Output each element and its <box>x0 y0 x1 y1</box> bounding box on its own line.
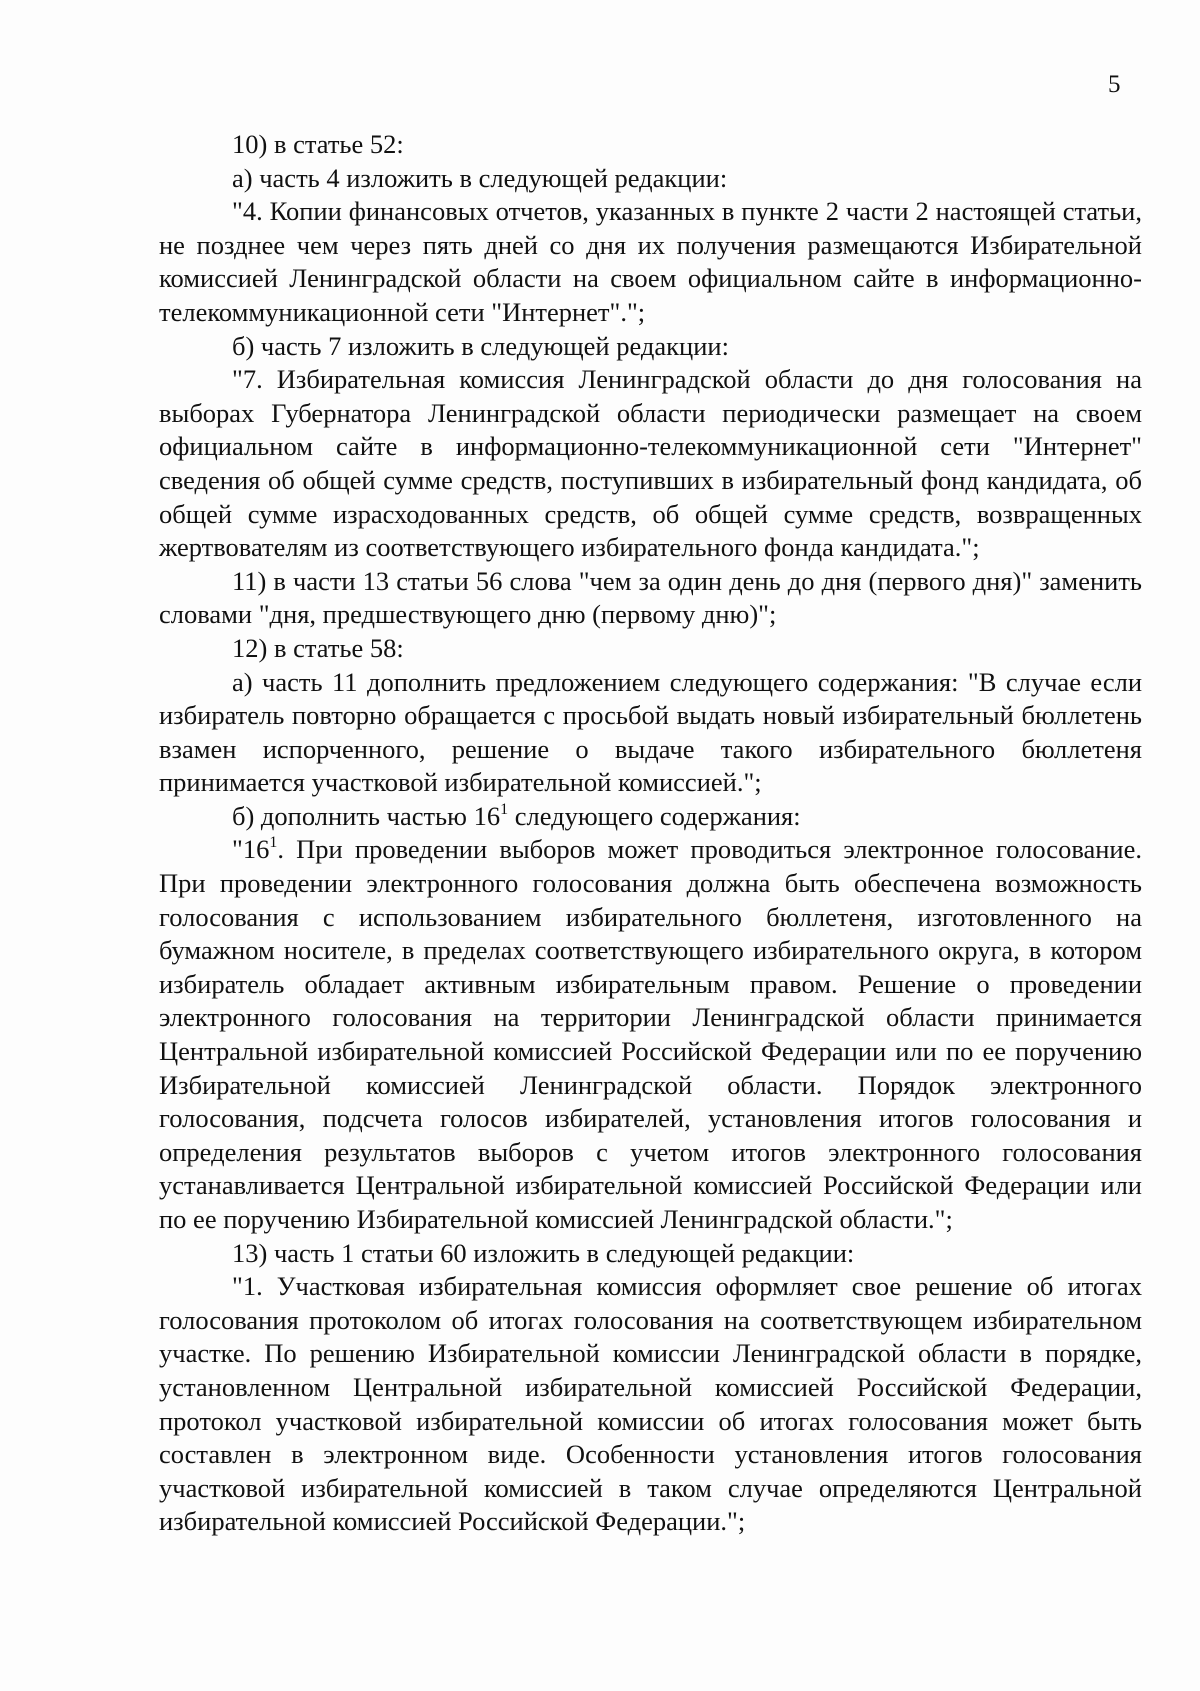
document-body <box>159 128 1142 1539</box>
paragraph-text-after-superscript: . При проведении выборов может проводиться электронное голосование. При проведении электронного голосования должна быть обеспечена возможность голосования с использованием избирательного бюллетеня, изготовленного на бумажном носителе, в пределах соответствующего избирательного округа, в котором избиратель обладает активным избирательным правом. Решение о проведении электронного голосования на территории Ленинградской области принимается Центральной избирательной комиссией Российской Федерации или по ее поручению Избирательной комиссией Ленинградской области. Порядок электронного голосования, подсчета голосов избирателей, установления итогов голосования и определения результатов выборов с учетом итогов электронного голосования устанавливается Центральной избирательной комиссией Российской Федерации или по ее поручению Избирательной комиссией Ленинградской области."; <box>159 834 1142 1234</box>
paragraph-article-60-1-text: "1. Участковая избирательная комиссия оформляет свое решение об итогах голосования протоколом об итогах голосования на соответствующем избирательном участке. По решению Избирательной комиссии Ленинградской области в порядке, установленном Центральной избирательной комиссией Российской Федерации, протокол участковой избирательной комиссии об итогах голосования может быть составлен в электронном виде. Особенности установления итогов голосования участковой избирательной комиссией в таком случае определяются Центральной избирательной комиссией Российской Федерации."; <box>159 1271 1142 1537</box>
paragraph-article-4-text: "4. Копии финансовых отчетов, указанных в пункте 2 части 2 настоящей статьи, не позднее чем через пять дней со дня их получения размещаются Избирательной комиссией Ленинградской области на своем официальном сайте в информационно-телекоммуникационной сети "Интернет"."; <box>159 196 1142 327</box>
paragraph-text-after-superscript: следующего содержания: <box>508 800 801 831</box>
paragraph-article-7-text: "7. Избирательная комиссия Ленинградской области до дня голосования на выборах Губернатора Ленинградской области периодически размещает на своем официальном сайте в информационно-телекоммуникационной сети "Интернет" сведения об общей сумме средств, поступивших в избирательный фонд кандидата, об общей сумме израсходованных средств, об общей сумме средств, возвращенных жертвователям из соответствующего избирательного фонда кандидата."; <box>159 364 1142 563</box>
paragraph-item-10: 10) в статье 52: <box>232 129 404 159</box>
paragraph-item-11: 11) в части 13 статьи 56 слова "чем за один день до дня (первого дня)" заменить словами "дня, предшествующего дню (первому дню)"; <box>159 565 1142 630</box>
paragraph-item-10a: а) часть 4 изложить в следующей редакции: <box>232 162 728 193</box>
superscript: 1 <box>500 800 509 818</box>
superscript: 1 <box>269 834 278 852</box>
paragraph-item-12: 12) в статье 58: <box>232 632 404 663</box>
paragraph-item-12a: а) часть 11 дополнить предложением следующего содержания: "В случае если избиратель повторно обращается с просьбой выдать новый избирательный бюллетень взамен испорченного, решение о выдаче такого избирательного бюллетеня принимается участковой избирательной комиссией."; <box>159 666 1142 798</box>
page-number: 5 <box>1108 71 1121 98</box>
paragraph-item-13: 13) часть 1 статьи 60 изложить в следующей редакции: <box>232 1237 855 1268</box>
paragraph-item-10b: б) часть 7 изложить в следующей редакции: <box>232 330 729 361</box>
paragraph-article-16-1-text <box>159 833 1142 1236</box>
paragraph-text-before-superscript: б) дополнить частью 16 <box>232 800 501 831</box>
paragraph-text-before-superscript: "16 <box>232 834 270 865</box>
paragraph-item-12b <box>159 800 1142 834</box>
